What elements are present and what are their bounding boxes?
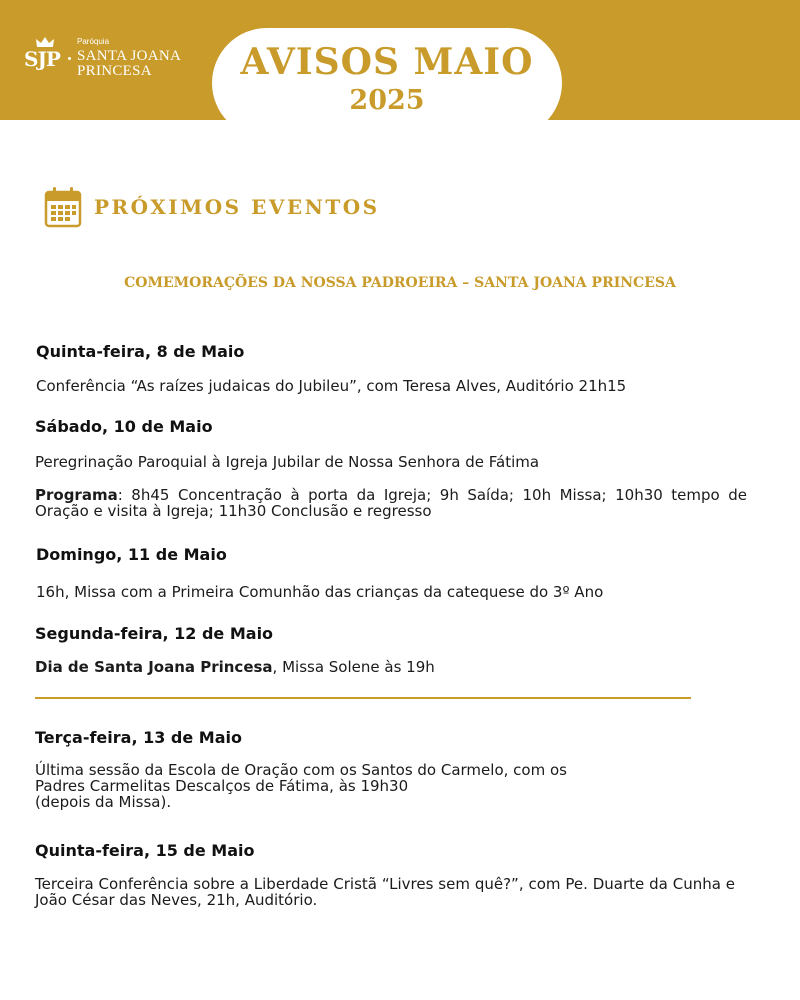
logo-mark — [24, 36, 66, 80]
calendar-icon — [44, 186, 82, 228]
event-text: Conferência “As raízes judaicas do Jubileu”, com Teresa Alves, Auditório 21h15 — [36, 377, 627, 395]
event-text-line: (depois da Missa). — [35, 793, 172, 811]
event-text — [35, 762, 567, 810]
title-pill — [212, 28, 562, 138]
event-text: Peregrinação Paroquial à Igreja Jubilar de Nossa Senhora de Fátima — [35, 453, 540, 471]
event-day: Terça-feira, 13 de Maio — [35, 728, 242, 747]
program-label: Programa — [35, 486, 118, 504]
event-text-line: Última sessão da Escola de Oração com os Santos do Carmelo, com os — [35, 761, 567, 779]
section-header — [44, 186, 380, 228]
event-program — [35, 487, 747, 519]
event-day: Quinta-feira, 15 de Maio — [35, 841, 255, 860]
section-subtitle: COMEMORAÇÕES DA NOSSA PADROEIRA – SANTA JOANA PRINCESA — [124, 275, 676, 291]
section-title: PRÓXIMOS EVENTOS — [94, 195, 380, 219]
event-day: Domingo, 11 de Maio — [36, 545, 227, 564]
logo-small-label: Paróquia — [77, 36, 110, 46]
event-day: Quinta-feira, 8 de Maio — [36, 342, 245, 361]
logo-text — [77, 38, 181, 79]
page-year: 2025 — [349, 85, 425, 116]
event-text — [35, 658, 435, 676]
logo-monogram: SJP — [24, 47, 60, 71]
divider — [35, 697, 691, 699]
event-day: Sábado, 10 de Maio — [35, 417, 213, 436]
event-text: Terceira Conferência sobre a Liberdade Cristã “Livres sem quê?”, com Pe. Duarte da Cunha e João César das Neves, 21h, Auditório. — [35, 875, 735, 909]
page-title: AVISOS MAIO — [240, 41, 534, 83]
event-detail: , Missa Solene às 19h — [272, 658, 435, 676]
logo-dot — [68, 57, 71, 60]
event-day: Segunda-feira, 12 de Maio — [35, 624, 274, 643]
logo-line-1: SANTA JOANA — [77, 47, 182, 64]
event-text: 16h, Missa com a Primeira Comunhão das crianças da catequese do 3º Ano — [36, 583, 604, 601]
parish-logo — [24, 36, 181, 80]
program-text: : 8h45 Concentração à porta da Igreja; 9h Saída; 10h Missa; 10h30 tempo de Oração e visita à Igreja; 11h30 Conclusão e regresso — [35, 486, 747, 520]
event-text-line: Padres Carmelitas Descalços de Fátima, às 19h30 — [35, 777, 409, 795]
logo-line-2: PRINCESA — [77, 62, 152, 79]
event-highlight: Dia de Santa Joana Princesa — [35, 658, 273, 676]
